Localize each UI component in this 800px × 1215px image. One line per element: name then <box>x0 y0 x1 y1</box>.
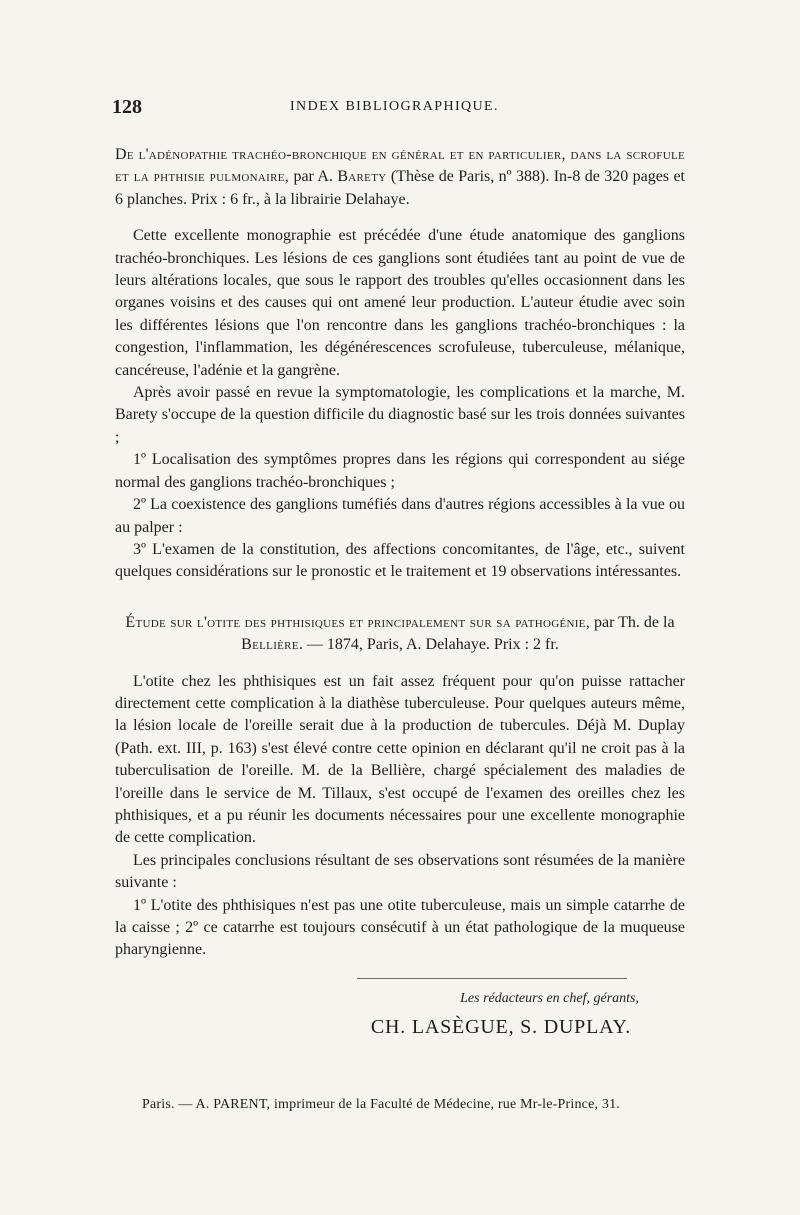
entry2-paragraph-2: Les principales conclusions résultant de ses observations sont résumées de la manière suivante : <box>115 851 685 892</box>
running-header <box>112 96 692 120</box>
entry2-author-prefix: par Th. de la <box>590 613 675 631</box>
entry2-author: Bellière <box>241 636 299 654</box>
entry2-paragraph-1: L'otite chez les phthisiques est un fait assez fréquent pour qu'on puisse rattacher directement cette complication à la diathèse tuberculeuse. Pour quelques auteurs même, la lésion locale de l'oreille serait due à la production de tubercules. Déjà M. Duplay (Path. ext. III, p. 163) s'est élevé contre cette opinion en déclarant qu'il ne croit pas à la tuberculisation de l'oreille. M. de la Bellière, chargé spécialement des maladies de l'oreille dans le service de M. Tillaux, s'est occupé de l'examen des oreilles chez les phthisiques, et a pu réunir les documents nécessaires pour une excellente monographie de cette complication. <box>115 672 685 847</box>
entry2-paragraph-3: 1º L'otite des phthisiques n'est pas une otite tuberculeuse, mais un simple catarrhe de la caisse ; 2º ce catarrhe est toujours consécutif à un état pathologique de la muqueuse pharyngienne. <box>115 896 685 959</box>
entry1-author-prefix: par A. <box>289 168 338 186</box>
page-number: 128 <box>112 96 142 118</box>
entry1-author: Barety <box>337 168 387 186</box>
entry1-heading <box>115 144 685 211</box>
entry1-details: (Thèse de Paris, nº 388). In-8 de 320 pages et 6 planches. Prix : 6 fr., à la librairie Delahaye. <box>115 168 685 208</box>
entry2-title: Étude sur l'otite des phthisiques et principalement sur sa pathogénie, <box>125 613 591 631</box>
entry1-paragraph-5: 3º L'examen de la constitution, des affections concomitantes, de l'âge, etc., suivent quelques considérations sur le pronostic et le traitement et 19 observations intéressantes. <box>115 540 685 581</box>
entry1-title: De l'adénopathie trachéo-bronchique en général et en particulier, dans la scrofule et la phthisie pulmonaire, <box>115 146 685 186</box>
entry2-heading <box>115 612 685 657</box>
entry1-paragraph-4: 2º La coexistence des ganglions tuméfiés dans d'autres régions accessibles à la vue ou au palper : <box>115 496 685 536</box>
printer-imprint: Paris. — A. PARENT, imprimeur de la Faculté de Médecine, rue Mr-le-Prince, 31. <box>142 1097 620 1112</box>
entry1-paragraph-3: 1º Localisation des symptômes propres dans les régions qui correspondent au siége normal des ganglions trachéo-bronchiques ; <box>115 451 685 491</box>
signature-names: CH. LASÈGUE, S. DUPLAY. <box>370 1016 631 1039</box>
signature-label: Les rédacteurs en chef, gérants, <box>460 990 639 1006</box>
entry1-paragraph-1: Cette excellente monographie est précédée d'une étude anatomique des ganglions trachéo-bronchiques. Les lésions de ces ganglions sont étudiées tant au point de vue de leurs altérations locales, que sous le rapport des troubles qu'elles occasionnent dans les organes voisins et des causes qui ont amené leur production. L'auteur étudie avec soin les différentes lésions que l'on rencontre dans les ganglions trachéo-bronchiques : la congestion, l'inflammation, les dégénérescences scrofuleuse, tuberculeuse, mélanique, cancéreuse, l'adénie et la gangrène. <box>115 227 685 379</box>
main-content <box>115 144 685 1039</box>
signature-divider <box>357 978 627 979</box>
entry1-paragraph-2: Après avoir passé en revue la symptomatologie, les complications et la marche, M. Barety s'occupe de la question difficile du diagnostic basé sur les trois données suivantes ; <box>115 384 685 446</box>
page-header-title: INDEX BIBLIOGRAPHIQUE. <box>290 99 499 114</box>
entry2-details: . — 1874, Paris, A. Delahaye. Prix : 2 fr. <box>298 636 559 654</box>
